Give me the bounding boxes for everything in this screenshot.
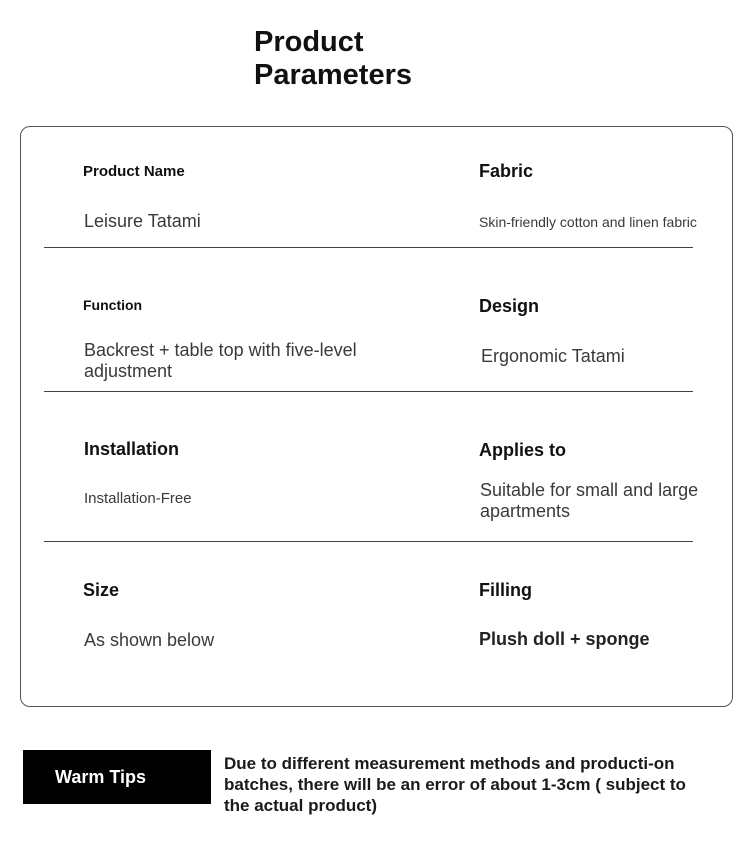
row-divider	[44, 391, 693, 392]
design-label: Design	[479, 296, 540, 316]
size-value: As shown below	[84, 630, 215, 650]
design-value: Ergonomic Tatami	[481, 346, 625, 366]
row-divider	[44, 541, 693, 542]
fabric-value: Skin-friendly cotton and linen fabric	[479, 214, 697, 230]
size-label: Size	[83, 580, 120, 600]
page-title	[254, 26, 574, 92]
filling-label: Filling	[479, 580, 532, 600]
installation-label: Installation	[84, 439, 180, 459]
product-name-value: Leisure Tatami	[84, 211, 201, 231]
title-line-2: Parameters	[254, 59, 412, 91]
warm-tips-text: Due to different measurement methods and producti-on batches, there will be an error of about 1-3cm ( subject to the actual product)	[224, 754, 686, 815]
filling-value: Plush doll + sponge	[479, 629, 650, 649]
applies-to-value: Suitable for small and large apartments	[480, 480, 699, 521]
function-value: Backrest + table top with five-level adjustment	[84, 340, 357, 381]
function-label: Function	[83, 297, 143, 313]
warm-tips-label: Warm Tips	[55, 766, 147, 787]
fabric-label: Fabric	[479, 161, 534, 181]
applies-to-label: Applies to	[479, 440, 567, 460]
row-divider	[44, 247, 693, 248]
warm-tips-badge	[23, 750, 211, 804]
product-name-label: Product Name	[83, 163, 185, 180]
installation-value: Installation-Free	[84, 490, 192, 507]
title-line-1: Product	[254, 26, 364, 58]
